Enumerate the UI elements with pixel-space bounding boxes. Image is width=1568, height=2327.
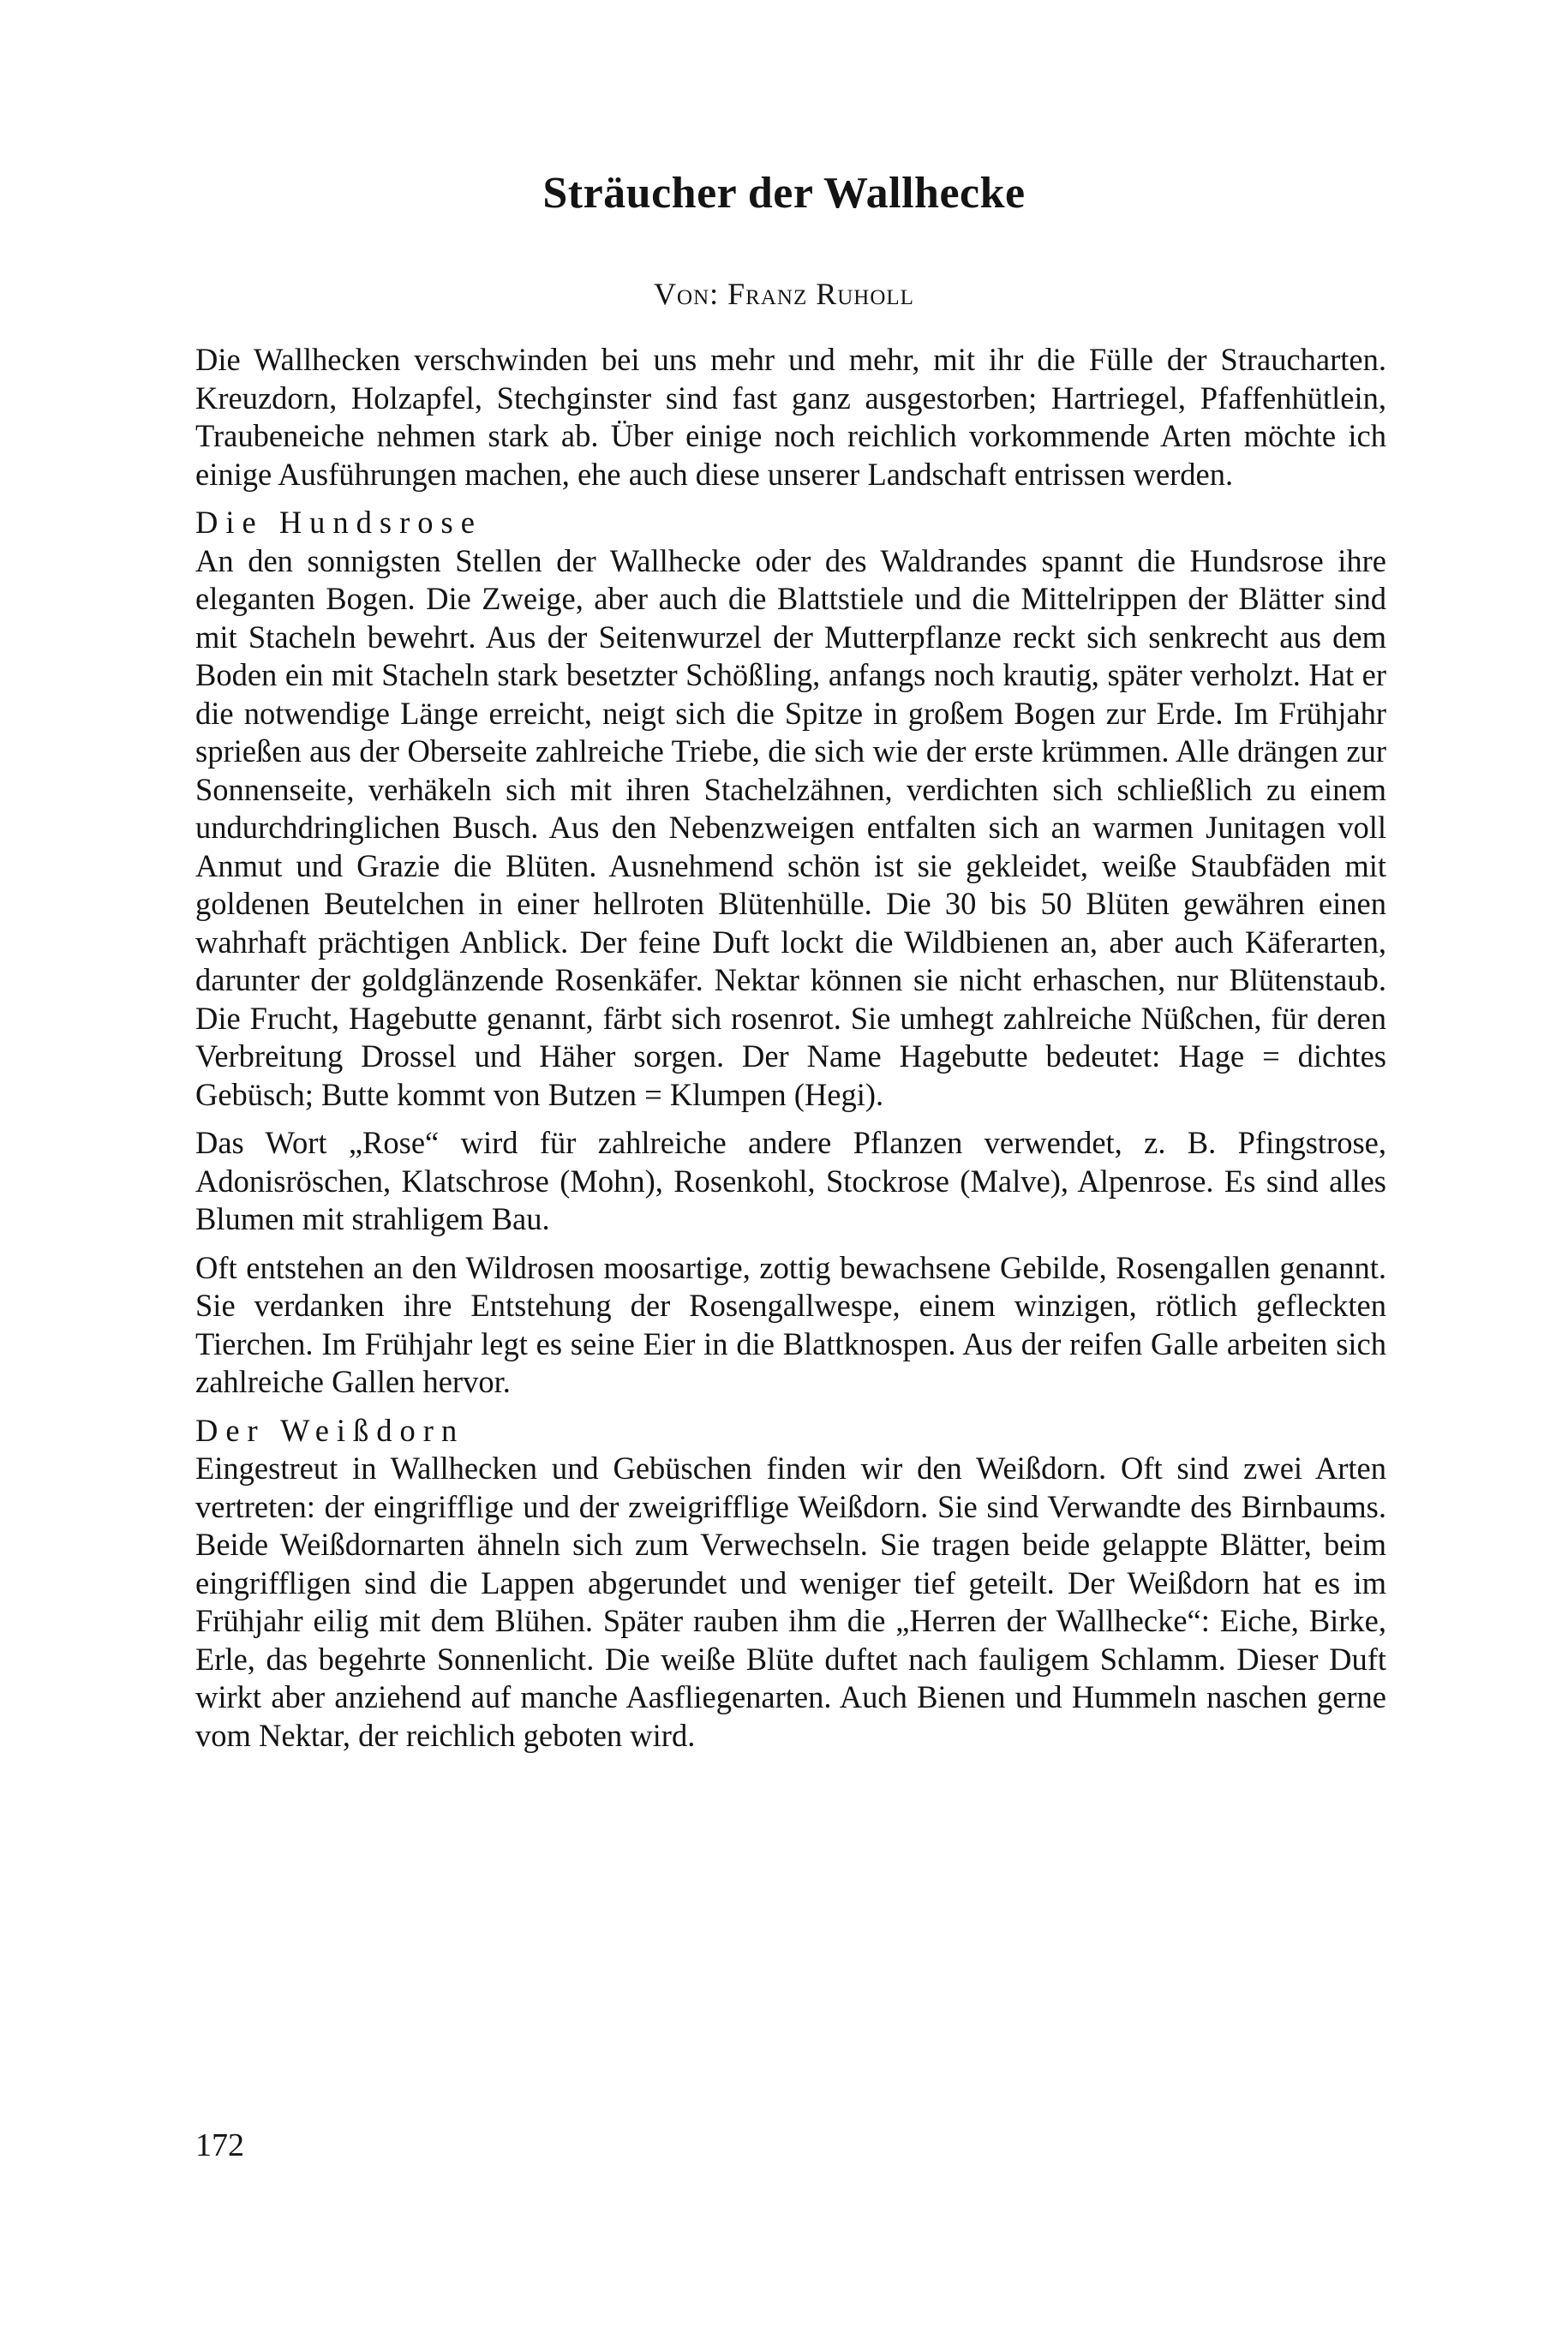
intro-paragraph: Die Wallhecken verschwinden bei uns mehr und mehr, mit ihr die Fülle der Straucharten. Kreuzdorn, Holzapfel, Stechginster sind fast ganz ausgestorben; Hartriegel, Pfaffenhütlein, Traubeneiche nehmen stark ab. Über einige noch reichlich vorkommende Arten möchte ich einige Ausführungen machen, ehe auch diese unserer Landschaft entrissen werden. [195, 342, 1386, 492]
article-title: Sträucher der Wallhecke [542, 169, 1026, 218]
byline-text: Von: Franz Ruholl [654, 277, 914, 311]
hundsrose-paragraph-1: An den sonnigsten Stellen der Wallhecke oder des Waldrandes spannt die Hundsrose ihre eleganten Bogen. Die Zweige, aber auch die Blattstiele und die Mittelrippen der Blätter sind mit Stacheln bewehrt. Aus der Seitenwurzel der Mutterpflanze reckt sich senkrecht aus dem Boden ein mit Stacheln stark besetzter Schößling, anfangs noch krautig, später verholzt. Hat er die notwendige Länge erreicht, neigt sich die Spitze in großem Bogen zur Erde. Im Frühjahr sprießen aus der Oberseite zahlreiche Triebe, die sich wie der erste krümmen. Alle drängen zur Sonnenseite, verhäkeln sich mit ihren Stachelzähnen, verdichten sich schließlich zu einem undurchdringlichen Busch. Aus den Nebenzweigen entfalten sich an warmen Junitagen voll Anmut und Grazie die Blüten. Ausnehmend schön ist sie gekleidet, weiße Staubfäden mit goldenen Beutelchen in einer hellroten Blütenhülle. Die 30 bis 50 Blüten gewähren einen wahrhaft prächtigen Anblick. Der feine Duft lockt die Wildbienen an, aber auch Käferarten, darunter der goldglänzende Rosenkäfer. Nektar können sie nicht erhaschen, nur Blütenstaub. Die Frucht, Hagebutte genannt, färbt sich rosenrot. Sie umhegt zahlreiche Nüßchen, für deren Verbreitung Drossel und Häher sorgen. Der Name Hagebutte bedeutet: Hage = dichtes Gebüsch; Butte kommt von Butzen = Klumpen (Hegi). [195, 542, 1386, 1112]
weissdorn-paragraph-1: Eingestreut in Wallhecken und Gebüschen finden wir den Weißdorn. Oft sind zwei Arten vertreten: der eingrifflige und der zweigrifflige Weißdorn. Sie sind Verwandte des Birnbaums. Beide Weißdornarten ähneln sich zum Verwechseln. Sie tragen beide gelappte Blätter, beim eingriffligen sind die Lappen abgerundet und weniger tief geteilt. Der Weißdorn hat es im Frühjahr eilig mit dem Blühen. Später rauben ihm die „Herren der Wallhecke“: Eiche, Birke, Erle, das begehrte Sonnenlicht. Die weiße Blüte duftet nach fauligem Schlamm. Dieser Duft wirkt aber anziehend auf manche Aasfliegenarten. Auch Bienen und Hummeln naschen gerne vom Nektar, der reichlich geboten wird. [195, 1451, 1386, 1753]
author-byline [0, 276, 1568, 312]
page-number: 172 [195, 2127, 244, 2163]
section-heading-weissdorn: Der Weißdorn [195, 1412, 465, 1448]
hundsrose-paragraph-3: Oft entstehen an den Wildrosen moosartige, zottig bewachsene Gebilde, Rosengallen genannt. Sie verdanken ihre Entstehung der Rosengallwespe, einem winzigen, rötlich gefleckten Tierchen. Im Frühjahr legt es seine Eier in die Blattknospen. Aus der reifen Galle arbeiten sich zahlreiche Gallen hervor. [195, 1249, 1386, 1399]
section-heading-hundsrose: Die Hundsrose [195, 505, 482, 540]
article-body [195, 341, 1386, 1765]
hundsrose-paragraph-2: Das Wort „Rose“ wird für zahlreiche andere Pflanzen verwendet, z. B. Pfingstrose, Adonisröschen, Klatschrose (Mohn), Rosenkohl, Stockrose (Malve), Alpenrose. Es sind alles Blumen mit strahligem Bau. [195, 1125, 1386, 1236]
